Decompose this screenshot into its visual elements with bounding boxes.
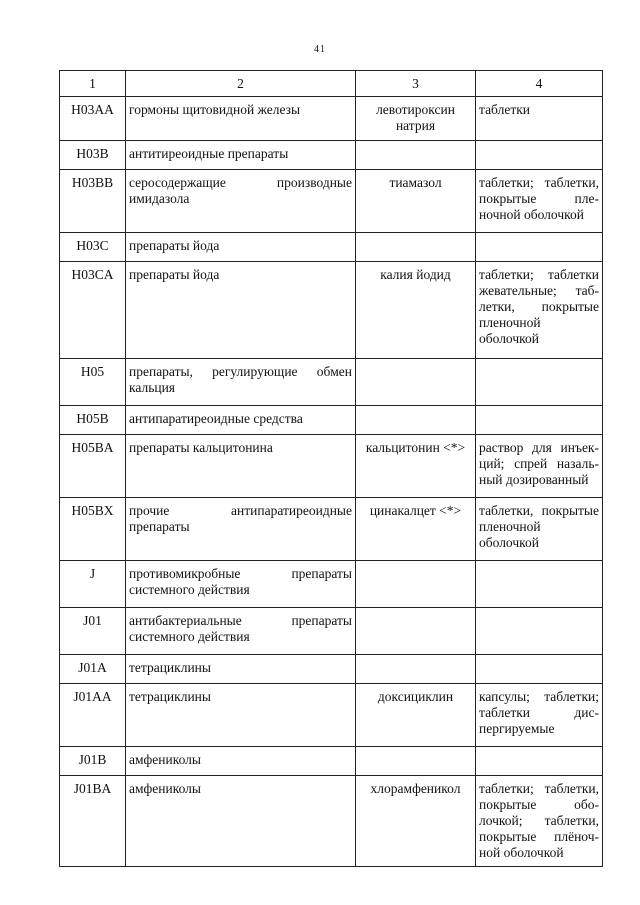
atc-code-cell: H05B xyxy=(60,406,126,435)
group-name-cell: антибактериальные препараты системного действия xyxy=(126,608,356,655)
table-row xyxy=(60,655,603,684)
table-row xyxy=(60,498,603,561)
dosage-form-cell: таблетки; таблетки, покрытые оболочкой; таблетки, покрытые плёночной оболочкой xyxy=(476,776,603,867)
dosage-form-cell xyxy=(476,233,603,262)
table-header-row xyxy=(60,71,603,97)
group-name-cell: тетрациклины xyxy=(126,684,356,747)
drug-name-cell: кальцитонин <*> xyxy=(356,435,476,498)
atc-code-cell: H03BB xyxy=(60,170,126,233)
drug-name-cell xyxy=(356,608,476,655)
dosage-form-cell xyxy=(476,406,603,435)
drug-name-cell xyxy=(356,406,476,435)
drug-name-cell xyxy=(356,359,476,406)
group-name-cell: противомикробные препараты системного действия xyxy=(126,561,356,608)
dosage-form-cell: таблетки; таблетки, покрытые пленочной оболочкой xyxy=(476,170,603,233)
dosage-form-cell: таблетки xyxy=(476,97,603,141)
table-row xyxy=(60,435,603,498)
atc-code-cell: H05BX xyxy=(60,498,126,561)
group-name-cell: препараты йода xyxy=(126,262,356,359)
group-name-cell: препараты, регулирующие обмен кальция xyxy=(126,359,356,406)
group-name-cell: препараты кальцитонина xyxy=(126,435,356,498)
page-number: 41 xyxy=(314,44,326,55)
group-name-cell: прочие антипаратиреоидные препараты xyxy=(126,498,356,561)
dosage-form-cell: таблетки; таблетки жевательные; таблетки, покрытые пленочной оболочкой xyxy=(476,262,603,359)
dosage-form-cell xyxy=(476,359,603,406)
table-row xyxy=(60,747,603,776)
dosage-form-cell xyxy=(476,655,603,684)
group-name-cell: серосодержащие производные имидазола xyxy=(126,170,356,233)
drug-name-cell: калия йодид xyxy=(356,262,476,359)
group-name-cell: гормоны щитовидной железы xyxy=(126,97,356,141)
drug-name-cell: тиамазол xyxy=(356,170,476,233)
dosage-form-cell: таблетки, покрытые пленочной оболочкой xyxy=(476,498,603,561)
drug-name-cell: доксициклин xyxy=(356,684,476,747)
group-name-cell: антитиреоидные препараты xyxy=(126,141,356,170)
table-row xyxy=(60,233,603,262)
atc-code-cell: J01BA xyxy=(60,776,126,867)
table-row xyxy=(60,359,603,406)
atc-code-cell: J01A xyxy=(60,655,126,684)
table-row xyxy=(60,141,603,170)
dosage-form-cell: раствор для инъекций; спрей назальный дозированный xyxy=(476,435,603,498)
table-row xyxy=(60,97,603,141)
atc-code-cell: H03AA xyxy=(60,97,126,141)
table-row xyxy=(60,776,603,867)
table-row xyxy=(60,608,603,655)
drug-name-cell xyxy=(356,747,476,776)
atc-code-cell: J01AA xyxy=(60,684,126,747)
dosage-form-cell: капсулы; таблетки; таблетки диспергируемые xyxy=(476,684,603,747)
atc-code-cell: J01 xyxy=(60,608,126,655)
dosage-form-cell xyxy=(476,608,603,655)
group-name-cell: тетрациклины xyxy=(126,655,356,684)
table-row xyxy=(60,684,603,747)
group-name-cell: амфениколы xyxy=(126,776,356,867)
atc-code-cell: H03C xyxy=(60,233,126,262)
drug-name-cell: левотироксин натрия xyxy=(356,97,476,141)
group-name-cell: антипаратиреоидные средства xyxy=(126,406,356,435)
atc-code-cell: J01B xyxy=(60,747,126,776)
drug-name-cell xyxy=(356,561,476,608)
table-row xyxy=(60,406,603,435)
drug-classification-table xyxy=(59,70,603,867)
dosage-form-cell xyxy=(476,561,603,608)
column-header: 2 xyxy=(126,71,356,97)
table-row xyxy=(60,262,603,359)
drug-name-cell xyxy=(356,141,476,170)
table-row xyxy=(60,170,603,233)
column-header: 3 xyxy=(356,71,476,97)
drug-name-cell: цинакалцет <*> xyxy=(356,498,476,561)
group-name-cell: препараты йода xyxy=(126,233,356,262)
dosage-form-cell xyxy=(476,141,603,170)
group-name-cell: амфениколы xyxy=(126,747,356,776)
table-row xyxy=(60,561,603,608)
atc-code-cell: H05BA xyxy=(60,435,126,498)
drug-name-cell xyxy=(356,233,476,262)
atc-code-cell: H03CA xyxy=(60,262,126,359)
atc-code-cell: J xyxy=(60,561,126,608)
column-header: 4 xyxy=(476,71,603,97)
atc-code-cell: H03B xyxy=(60,141,126,170)
atc-code-cell: H05 xyxy=(60,359,126,406)
dosage-form-cell xyxy=(476,747,603,776)
drug-name-cell xyxy=(356,655,476,684)
drug-name-cell: хлорамфеникол xyxy=(356,776,476,867)
column-header: 1 xyxy=(60,71,126,97)
